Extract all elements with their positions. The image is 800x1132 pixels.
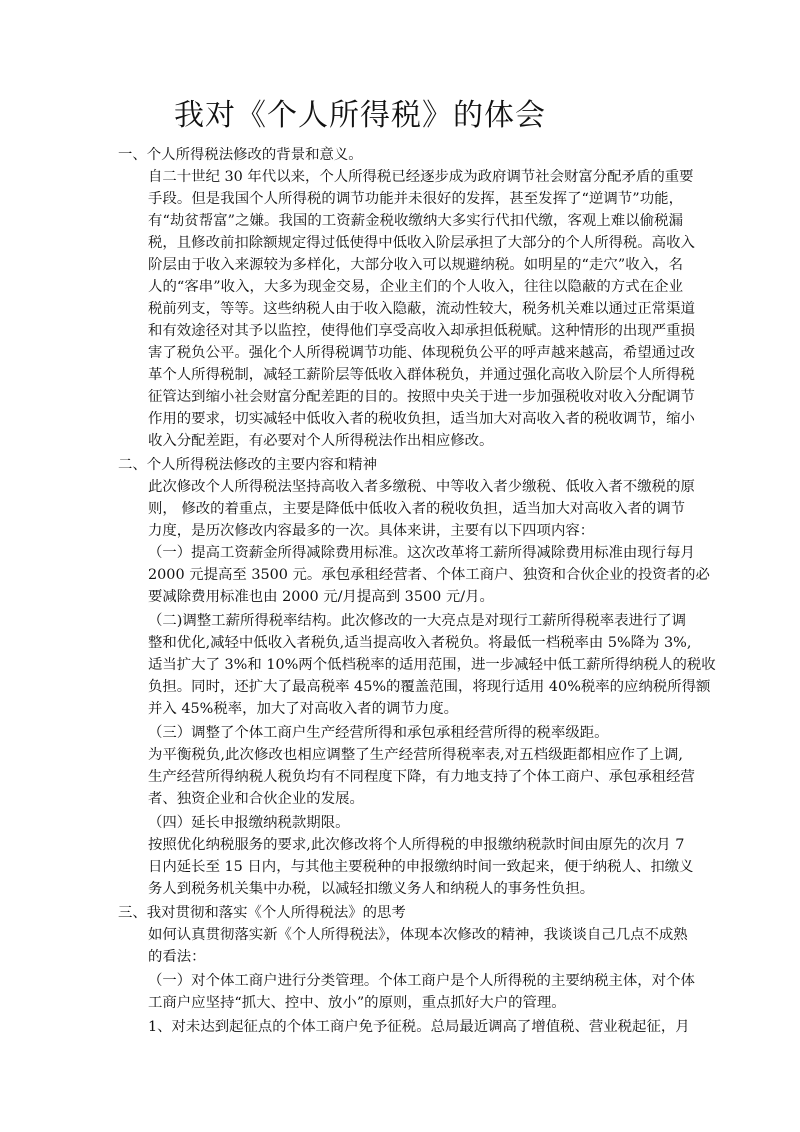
paragraph-line: 自二十世纪 30 年代以来，个人所得税已经逐步成为政府调节社会财富分配矛盾的重要: [148, 169, 694, 185]
paragraph-line: 为平衡税负,此次修改也相应调整了生产经营所得税率表,对五档级距都相应作了上调,: [148, 747, 683, 763]
paragraph-line: 则， 修改的着重点，主要是降低中低收入者的税收负担，适当加大对高收入者的调节: [148, 501, 686, 517]
paragraph-line: 税前列支，等等。这些纳税人由于收入隐蔽，流动性较大，税务机关难以通过正常渠道: [148, 301, 695, 317]
document-title: 我对《个人所得税》的体会: [174, 98, 546, 133]
paragraph-line: 的看法：: [148, 949, 206, 965]
paragraph-line: 2000 元提高至 3500 元。承包承租经营者、个体工商户、独资和合伙企业的投资者的必: [148, 567, 710, 583]
paragraph-line: 征管达到缩小社会财富分配差距的目的。按照中央关于进一步加强税收对收入分配调节: [148, 389, 695, 405]
paragraph-line: 作用的要求，切实减轻中低收入者的税收负担，适当加大对高收入者的税收调节，缩小: [148, 411, 695, 427]
paragraph-line: 收入分配差距，有必要对个人所得税法作出相应修改。: [148, 433, 494, 449]
paragraph-line: 手段。但是我国个人所得税的调节功能并未很好的发挥，甚至发挥了“逆调节”功能，: [148, 191, 683, 207]
paragraph-line: 和有效途径对其予以监控，使得他们享受高收入却承担低税赋。这种情形的出现严重损: [148, 323, 695, 339]
section-heading-1: 一、个人所得税法修改的背景和意义。: [118, 147, 363, 163]
paragraph-line: （四）延长申报缴纳税款期限。: [148, 815, 350, 831]
paragraph-line: 者、独资企业和合伙企业的发展。: [148, 791, 364, 807]
paragraph-line: 要减除费用标准也由 2000 元/月提高到 3500 元/月。: [148, 589, 494, 605]
paragraph-line: 革个人所得税制，减轻工薪阶层等低收入群体税负，并通过强化高收入阶层个人所得税: [148, 367, 695, 383]
paragraph-line: 如何认真贯彻落实新《个人所得税法》，体现本次修改的精神，我谈谈自己几点不成熟: [148, 927, 688, 943]
paragraph-line: 人的“客串”收入，大多为现金交易，企业主们的个人收入，往往以隐蔽的方式在企业: [148, 279, 683, 295]
section-heading-3: 三、我对贯彻和落实《个人所得税法》的思考: [118, 905, 406, 921]
paragraph-line: （一）对个体工商户进行分类管理。个体工商户是个人所得税的主要纳税主体，对个体: [148, 973, 695, 989]
paragraph-line: （二)调整工薪所得税率结构。此次修改的一大亮点是对现行工薪所得税率表进行了调: [148, 613, 687, 629]
paragraph-line: 日内延长至 15 日内，与其他主要税种的申报缴纳时间一致起来，便于纳税人、扣缴义: [148, 859, 694, 875]
paragraph-line: 税，且修改前扣除额规定得过低使得中低收入阶层承担了大部分的个人所得税。高收入: [148, 235, 695, 251]
paragraph-line: 工商户应坚持“抓大、控中、放小”的原则，重点抓好大户的管理。: [148, 995, 566, 1011]
paragraph-line: 此次修改个人所得税法坚持高收入者多缴税、中等收入者少缴税、低收入者不缴税的原: [148, 479, 695, 495]
paragraph-line: 负担。同时，还扩大了最高税率 45%的覆盖范围，将现行适用 40%税率的应纳税所得额: [148, 679, 711, 695]
paragraph-line: 害了税负公平。强化个人所得税调节功能、体现税负公平的呼声越来越高，希望通过改: [148, 345, 695, 361]
paragraph-line: 阶层由于收入来源较为多样化，大部分收入可以规避纳税。如明星的“走穴”收入，名: [148, 257, 683, 273]
paragraph-line: 生产经营所得纳税人税负均有不同程度下降，有力地支持了个体工商户、承包承租经营: [148, 769, 695, 785]
paragraph-line: 力度，是历次修改内容最多的一次。具体来讲，主要有以下四项内容：: [148, 523, 595, 539]
paragraph-line: （三）调整了个体工商户生产经营所得和承包承租经营所得的税率级距。: [148, 725, 609, 741]
paragraph-line: 1、对未达到起征点的个体工商户免予征税。总局最近调高了增值税、营业税起征，月: [148, 1019, 690, 1035]
paragraph-line: 有“劫贫帮富”之嫌。我国的工资薪金税收缴纳大多实行代扣代缴，客观上难以偷税漏: [148, 213, 683, 229]
paragraph-line: 并入 45%税率，加大了对高收入者的调节力度。: [148, 701, 458, 717]
paragraph-line: 整和优化,减轻中低收入者税负,适当提高收入者税负。将最低一档税率由 5%降为 3%,: [148, 635, 692, 651]
paragraph-line: 务人到税务机关集中办税，以减轻扣缴义务人和纳税人的事务性负担。: [148, 881, 595, 897]
paragraph-line: 按照优化纳税服务的要求,此次修改将个人所得税的申报缴纳税款时间由原先的次月 7: [148, 837, 685, 853]
section-heading-2: 二、个人所得税法修改的主要内容和精神: [118, 457, 378, 473]
paragraph-line: 适当扩大了 3%和 10%两个低档税率的适用范围，进一步减轻中低工薪所得纳税人的税收: [148, 657, 716, 673]
paragraph-line: （一）提高工资薪金所得减除费用标准。这次改革将工薪所得减除费用标准由现行每月: [148, 545, 695, 561]
